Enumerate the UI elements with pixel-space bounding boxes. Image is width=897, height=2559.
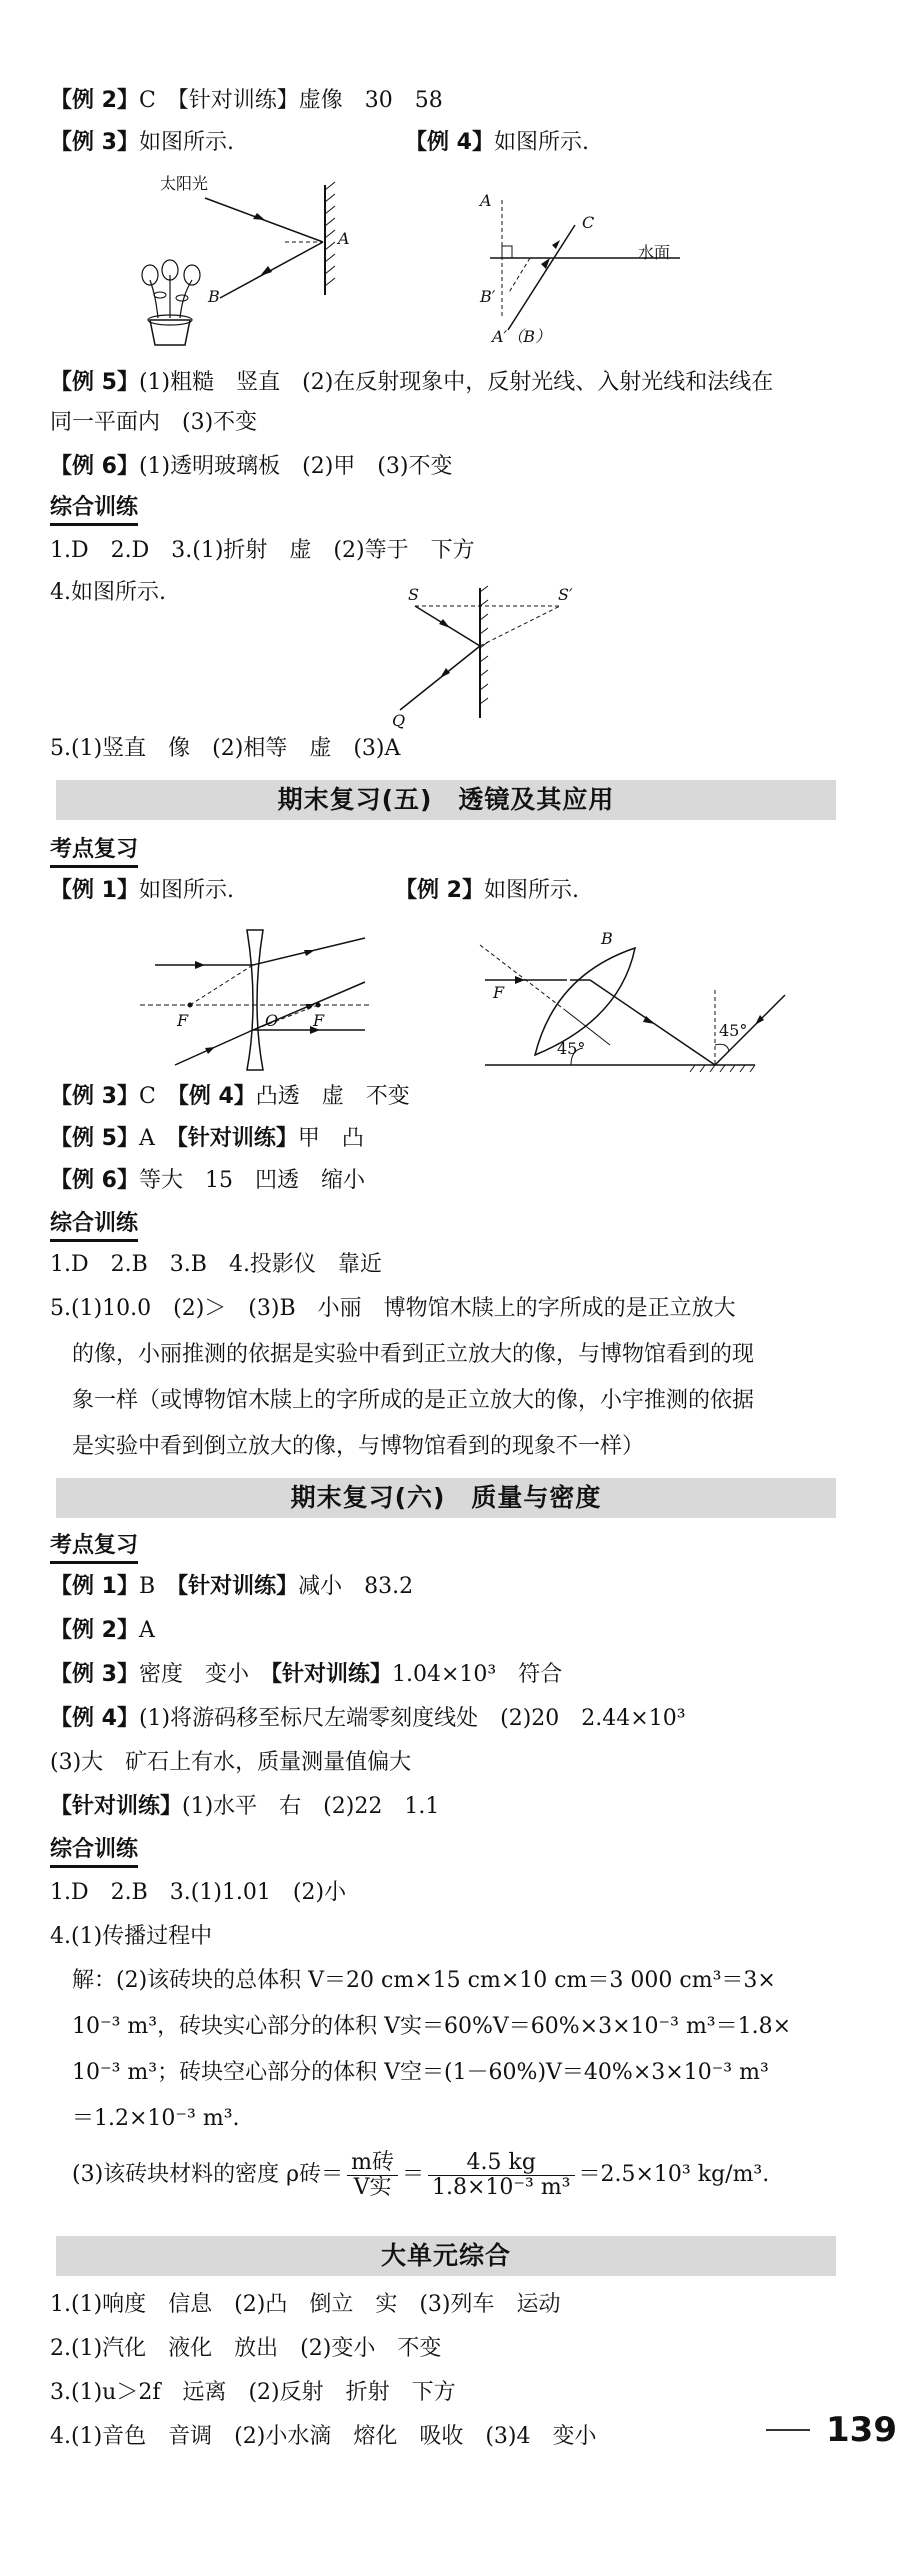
example-tag: 【例 6】 <box>50 454 139 479</box>
answer-text: (1)透明玻璃板 (2)甲 (3)不变 <box>138 454 453 479</box>
point-q-label: Q <box>392 711 406 730</box>
point-b-label: B <box>208 287 220 306</box>
answer-text: (1)将游码移至标尺左端零刻度线处 (2)20 2.44×10³ <box>138 1706 686 1731</box>
example-tag: 【针对训练】 <box>271 1662 393 1687</box>
figure-plane-mirror <box>370 578 590 728</box>
section-title: 期末复习(六) 质量与密度 <box>56 1478 836 1518</box>
answer-text: 如图所示. <box>483 878 579 903</box>
solution-line: 10⁻³ m³，砖块实心部分的体积 V实＝60%V＝60%×3×10⁻³ m³＝1.8× <box>72 2014 792 2039</box>
solution-line: ＝1.2×10⁻³ m³. <box>72 2106 240 2131</box>
example-tag: 【例 3】 <box>50 1084 139 1109</box>
answer-line <box>50 1616 155 1646</box>
figure-convex-lens-mirror <box>475 920 805 1080</box>
answer-line: 4.(1)音色 音调 (2)小水滴 熔化 吸收 (3)4 变小 <box>50 2424 597 2449</box>
figure-plane-mirror-drawing <box>370 578 590 728</box>
answer-text: 甲 凸 <box>297 1126 364 1151</box>
figure-concave-lens-drawing <box>135 920 395 1080</box>
example-tag: 【例 3】 <box>50 130 139 155</box>
answer-text: 减小 83.2 <box>298 1574 414 1599</box>
point-b-label: B <box>601 929 613 948</box>
example-tag: 【例 2】 <box>395 878 484 903</box>
answer-line: 的像，小丽推测的依据是实验中看到正立放大的像，与博物馆看到的现 <box>72 1342 755 1367</box>
answer-text: 等大 15 凹透 缩小 <box>138 1168 365 1193</box>
section-subheading: 考点复习 <box>50 836 138 868</box>
answer-line <box>395 876 579 906</box>
point-b-prime-label: B′ <box>480 287 496 306</box>
section-subheading: 综合训练 <box>50 494 138 526</box>
example-tag: 【例 5】 <box>50 1126 139 1151</box>
example-tag: 【针对训练】 <box>176 1126 298 1151</box>
answer-line: 5.(1)竖直 像 (2)相等 虚 (3)A <box>50 736 401 761</box>
focus-left-label: F <box>177 1011 189 1030</box>
section-title: 期末复习(五) 透镜及其应用 <box>56 780 836 820</box>
answer-line: 1.(1)响度 信息 (2)凸 倒立 实 (3)列车 运动 <box>50 2292 561 2317</box>
answer-line: 3.(1)u＞2f 远离 (2)反射 折射 下方 <box>50 2380 456 2405</box>
sunlight-label: 太阳光 <box>160 174 209 193</box>
figure-water-surface <box>470 170 730 360</box>
point-s-label: S <box>408 585 419 604</box>
example-tag: 【针对训练】 <box>177 1574 299 1599</box>
page-number-rule <box>766 2429 810 2431</box>
answer-line: 是实验中看到倒立放大的像，与博物馆看到的现象不一样） <box>72 1434 645 1459</box>
answer-line <box>50 1082 410 1112</box>
example-tag: 【例 4】 <box>50 1706 139 1731</box>
formula-prefix: (3)该砖块材料的密度 ρ砖＝ <box>72 2162 344 2187</box>
point-a-label: A <box>338 229 350 248</box>
density-formula-line: (3)该砖块材料的密度 ρ砖＝ $\frac{\text{m砖}}{\text{V实}}$ ＝ $\frac{4.5 kg}{\text{1.8×10⁻³ m³}}$ ＝2.5×10³ kg/m³. <box>72 2149 770 2200</box>
fraction-numerator: 4.5 kg <box>428 2151 575 2176</box>
angle-label: 45° <box>557 1039 586 1058</box>
example-tag: 【例 4】 <box>405 130 494 155</box>
answer-text: A <box>138 1618 155 1643</box>
example-tag: 【针对训练】 <box>50 1794 183 1819</box>
figure-sunlight-mirror-drawing <box>110 170 370 360</box>
fraction-numerator: m砖 <box>347 2151 398 2176</box>
answer-line: 5.(1)10.0 (2)＞ (3)B 小丽 博物馆木牍上的字所成的是正立放大 <box>50 1296 736 1321</box>
answer-text: 1.04×10³ 符合 <box>392 1662 563 1687</box>
answer-line <box>50 1660 562 1690</box>
fraction-denominator: V实 <box>353 2174 392 2200</box>
point-a-label: A <box>480 191 492 210</box>
answer-text: (1)水平 右 (2)22 1.1 <box>182 1794 440 1819</box>
answer-text: C 【针对训练】虚像 30 58 <box>138 88 443 113</box>
answer-text: C <box>138 1084 156 1109</box>
point-s-prime-label: S′ <box>558 585 573 604</box>
example-tag: 【例 4】 <box>177 1084 256 1109</box>
answer-line <box>50 368 773 398</box>
example-tag: 【例 3】 <box>50 1662 139 1687</box>
answer-line <box>50 1572 413 1602</box>
answer-text: 凸透 虚 不变 <box>255 1084 410 1109</box>
answer-line <box>405 128 589 158</box>
focus-label: F <box>493 983 505 1002</box>
example-tag: 【例 2】 <box>50 1618 139 1643</box>
answer-line: 象一样（或博物馆木牍上的字所成的是正立放大的像，小宇推测的依据 <box>72 1388 755 1413</box>
water-surface-label: 水面 <box>638 243 671 262</box>
answer-text: 密度 变小 <box>138 1662 249 1687</box>
fraction-mass-volume <box>347 2151 398 2200</box>
answer-line: 1.D 2.D 3.(1)折射 虚 (2)等于 下方 <box>50 538 475 563</box>
answer-line: 1.D 2.B 3.B 4.投影仪 靠近 <box>50 1252 382 1277</box>
answer-text: A <box>138 1126 155 1151</box>
fraction-values <box>428 2151 575 2200</box>
answer-line: 2.(1)汽化 液化 放出 (2)变小 不变 <box>50 2336 442 2361</box>
figure-concave-lens <box>135 920 395 1080</box>
answer-text: B <box>138 1574 156 1599</box>
answer-line <box>50 876 234 906</box>
solution-line: 10⁻³ m³；砖块空心部分的体积 V空＝(1－60%)V＝40%×3×10⁻³ m³ <box>72 2060 769 2085</box>
example-tag: 【例 1】 <box>50 878 139 903</box>
figure-convex-lens-mirror-drawing <box>475 920 805 1080</box>
answer-text: (1)粗糙 竖直 (2)在反射现象中，反射光线、入射光线和法线在 <box>138 370 774 395</box>
figure-sunlight-mirror <box>110 170 370 360</box>
page-number: 139 <box>826 2410 897 2450</box>
answer-line: 4.如图所示. <box>50 580 166 605</box>
answer-line: 1.D 2.B 3.(1)1.01 (2)小 <box>50 1880 347 1905</box>
section-subheading: 综合训练 <box>50 1836 138 1868</box>
angle-label: 45° <box>719 1021 748 1040</box>
answer-line <box>50 1166 365 1196</box>
answer-line: 同一平面内 (3)不变 <box>50 410 258 435</box>
answer-line <box>50 452 452 482</box>
example-tag: 【例 1】 <box>50 1574 139 1599</box>
example-tag: 【例 6】 <box>50 1168 139 1193</box>
point-a-prime-label: A′（B） <box>492 327 551 346</box>
formula-result: ＝2.5×10³ kg/m³. <box>578 2162 770 2187</box>
focus-right-label: F <box>313 1011 325 1030</box>
answer-line: 4.(1)传播过程中 <box>50 1924 213 1949</box>
optical-center-label: O <box>265 1011 279 1030</box>
example-tag: 【例 2】 <box>50 88 139 113</box>
section-subheading: 综合训练 <box>50 1210 138 1242</box>
answer-line <box>50 1792 439 1822</box>
section-subheading: 考点复习 <box>50 1532 138 1564</box>
answer-line <box>50 1124 364 1154</box>
fraction-denominator: 1.8×10⁻³ m³ <box>431 2174 571 2200</box>
answer-line: (3)大 矿石上有水，质量测量值偏大 <box>50 1750 412 1775</box>
answer-text: 如图所示. <box>138 878 234 903</box>
answer-text: 如图所示. <box>138 130 234 155</box>
answer-line <box>50 1704 686 1734</box>
section-title: 大单元综合 <box>56 2236 836 2276</box>
answer-text: 如图所示. <box>493 130 589 155</box>
solution-line: 解：(2)该砖块的总体积 V＝20 cm×15 cm×10 cm＝3 000 cm³＝3× <box>72 1968 776 1993</box>
example-tag: 【例 5】 <box>50 370 139 395</box>
point-c-label: C <box>582 213 595 232</box>
answer-line <box>50 86 443 116</box>
answer-line <box>50 128 234 158</box>
